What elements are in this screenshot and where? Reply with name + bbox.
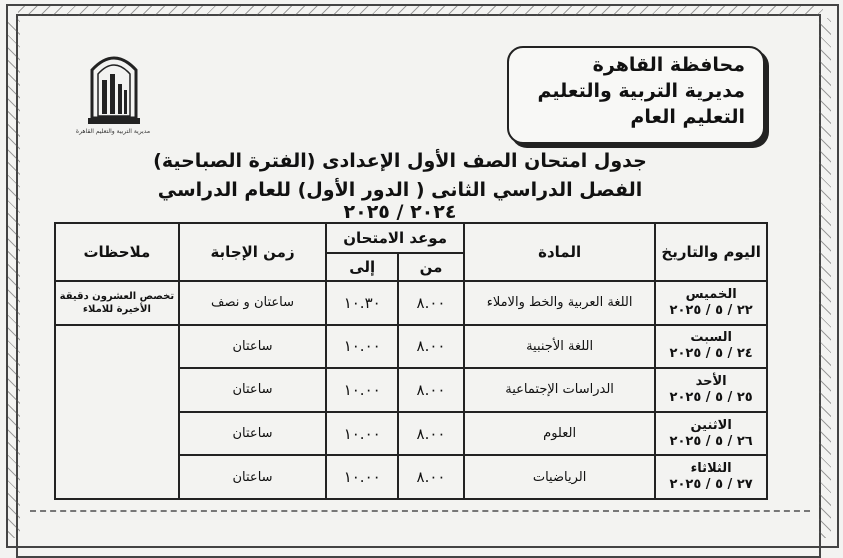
directorate-name: مديرية التربية والتعليم bbox=[537, 80, 745, 102]
decorative-border-top bbox=[18, 6, 823, 16]
notes-cell-merged bbox=[55, 325, 179, 499]
logo-caption: مديرية التربية والتعليم القاهرة bbox=[75, 128, 151, 135]
from-cell: ٨.٠٠ bbox=[398, 368, 464, 412]
duration-cell: ساعتان bbox=[179, 455, 327, 499]
exam-date: ٢٦ / ٥ / ٢٠٢٥ bbox=[669, 433, 753, 449]
header-day-date: اليوم والتاريخ bbox=[655, 223, 767, 281]
exam-schedule-table bbox=[54, 222, 768, 500]
decorative-border-left bbox=[8, 18, 20, 538]
day-date-cell bbox=[655, 325, 767, 369]
table-row bbox=[55, 281, 767, 325]
duration-cell: ساعتان bbox=[179, 368, 327, 412]
to-cell: ١٠.٠٠ bbox=[326, 455, 398, 499]
header-exam-time: موعد الامتحان bbox=[326, 223, 464, 253]
exam-date: ٢٥ / ٥ / ٢٠٢٥ bbox=[669, 389, 753, 405]
day-name: الثلاثاء bbox=[690, 461, 732, 477]
subject-cell: اللغة العربية والخط والاملاء bbox=[464, 281, 655, 325]
header-subject: المادة bbox=[464, 223, 655, 281]
to-cell: ١٠.٠٠ bbox=[326, 368, 398, 412]
subject-cell: الدراسات الإجتماعية bbox=[464, 368, 655, 412]
to-cell: ١٠.٣٠ bbox=[326, 281, 398, 325]
table-header-row bbox=[55, 223, 767, 253]
footer-text bbox=[260, 516, 620, 530]
header-to: إلى bbox=[326, 253, 398, 281]
from-cell: ٨.٠٠ bbox=[398, 281, 464, 325]
day-name: السبت bbox=[690, 330, 732, 346]
to-cell: ١٠.٠٠ bbox=[326, 325, 398, 369]
exam-date: ٢٤ / ٥ / ٢٠٢٥ bbox=[669, 346, 753, 362]
day-date-cell bbox=[655, 281, 767, 325]
directorate-header-box bbox=[507, 46, 765, 144]
subject-cell: العلوم bbox=[464, 412, 655, 456]
subject-cell: الرياضيات bbox=[464, 455, 655, 499]
schedule-subtitle: الفصل الدراسي الثانى ( الدور الأول) للعام الدراسي ٢٠٢٤ / ٢٠٢٥ bbox=[157, 179, 643, 223]
exam-date: ٢٢ / ٥ / ٢٠٢٥ bbox=[669, 302, 753, 318]
from-cell: ٨.٠٠ bbox=[398, 412, 464, 456]
governorate-name: محافظة القاهرة bbox=[592, 54, 745, 76]
day-name: الخميس bbox=[685, 286, 737, 302]
header-from: من bbox=[398, 253, 464, 281]
header-duration: زمن الإجابة bbox=[179, 223, 327, 281]
footer-divider bbox=[30, 510, 810, 512]
day-date-cell bbox=[655, 455, 767, 499]
duration-cell: ساعتان و نصف bbox=[179, 281, 327, 325]
to-cell: ١٠.٠٠ bbox=[326, 412, 398, 456]
subject-cell: اللغة الأجنبية bbox=[464, 325, 655, 369]
exam-date: ٢٧ / ٥ / ٢٠٢٥ bbox=[669, 477, 753, 493]
day-name: الأحد bbox=[695, 373, 727, 389]
day-date-cell bbox=[655, 368, 767, 412]
day-name: الاثنين bbox=[690, 417, 732, 433]
notes-cell: تخصص العشرون دقيقة الأخيرة للاملاء bbox=[55, 281, 179, 325]
duration-cell: ساعتان bbox=[179, 412, 327, 456]
table-row bbox=[55, 325, 767, 369]
header-notes: ملاحظات bbox=[55, 223, 179, 281]
from-cell: ٨.٠٠ bbox=[398, 325, 464, 369]
duration-cell: ساعتان bbox=[179, 325, 327, 369]
decorative-border-right bbox=[819, 18, 831, 538]
schedule-title: جدول امتحان الصف الأول الإعدادى (الفترة الصباحية) bbox=[153, 150, 647, 172]
from-cell: ٨.٠٠ bbox=[398, 455, 464, 499]
department-name: التعليم العام bbox=[630, 106, 745, 128]
day-date-cell bbox=[655, 412, 767, 456]
